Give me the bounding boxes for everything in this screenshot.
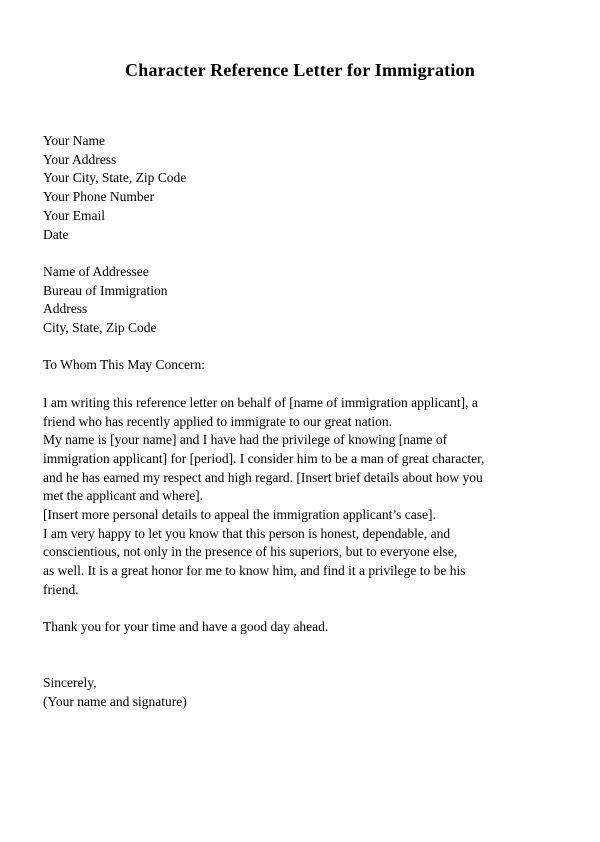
body-line: met the applicant and where]. [43,488,204,504]
recipient-block [43,263,562,338]
body-line: friend. [43,581,79,597]
page-title: Character Reference Letter for Immigration [125,60,475,80]
body-line: immigration applicant] for [period]. I consider him to be a man of great character, [43,450,485,466]
salutation: To Whom This May Concern: [43,357,206,373]
sender-block [43,132,562,244]
sender-line: Your Name [43,133,106,148]
body-line: [Insert more personal details to appeal the immigration applicant’s case]. [43,507,436,523]
recipient-line: City, State, Zip Code [43,320,157,336]
sender-line: Date [43,226,69,242]
closing-block [43,674,562,711]
sender-line: Your Email [43,207,106,223]
body-line: My name is [your name] and I have had the privilege of knowing [name of [43,432,448,448]
recipient-line: Bureau of Immigration [43,282,168,298]
closing-line: (Your name and signature) [43,694,187,710]
body-line: I am very happy to let you know that this person is honest, dependable, and [43,525,451,541]
closing-line: Sincerely, [43,675,97,691]
body-line: and he has earned my respect and high regard. [Insert brief details about how you [43,469,483,485]
sender-line: Your City, State, Zip Code [43,170,187,186]
letter-content [43,132,562,730]
body-line: I am writing this reference letter on behalf of [name of immigration applicant], a [43,394,478,410]
recipient-line: Address [43,301,88,317]
body-line: as well. It is a great honor for me to know him, and find it a privilege to be his [43,563,466,579]
sender-line: Your Address [43,151,117,167]
recipient-line: Name of Addressee [43,263,149,279]
body-line: friend who has recently applied to immigrate to our great nation. [43,413,393,429]
letter-body [43,394,562,600]
body-line: conscientious, not only in the presence of his superiors, but to everyone else, [43,544,458,560]
thanks-line: Thank you for your time and have a good day ahead. [43,619,329,635]
sender-line: Your Phone Number [43,189,155,205]
